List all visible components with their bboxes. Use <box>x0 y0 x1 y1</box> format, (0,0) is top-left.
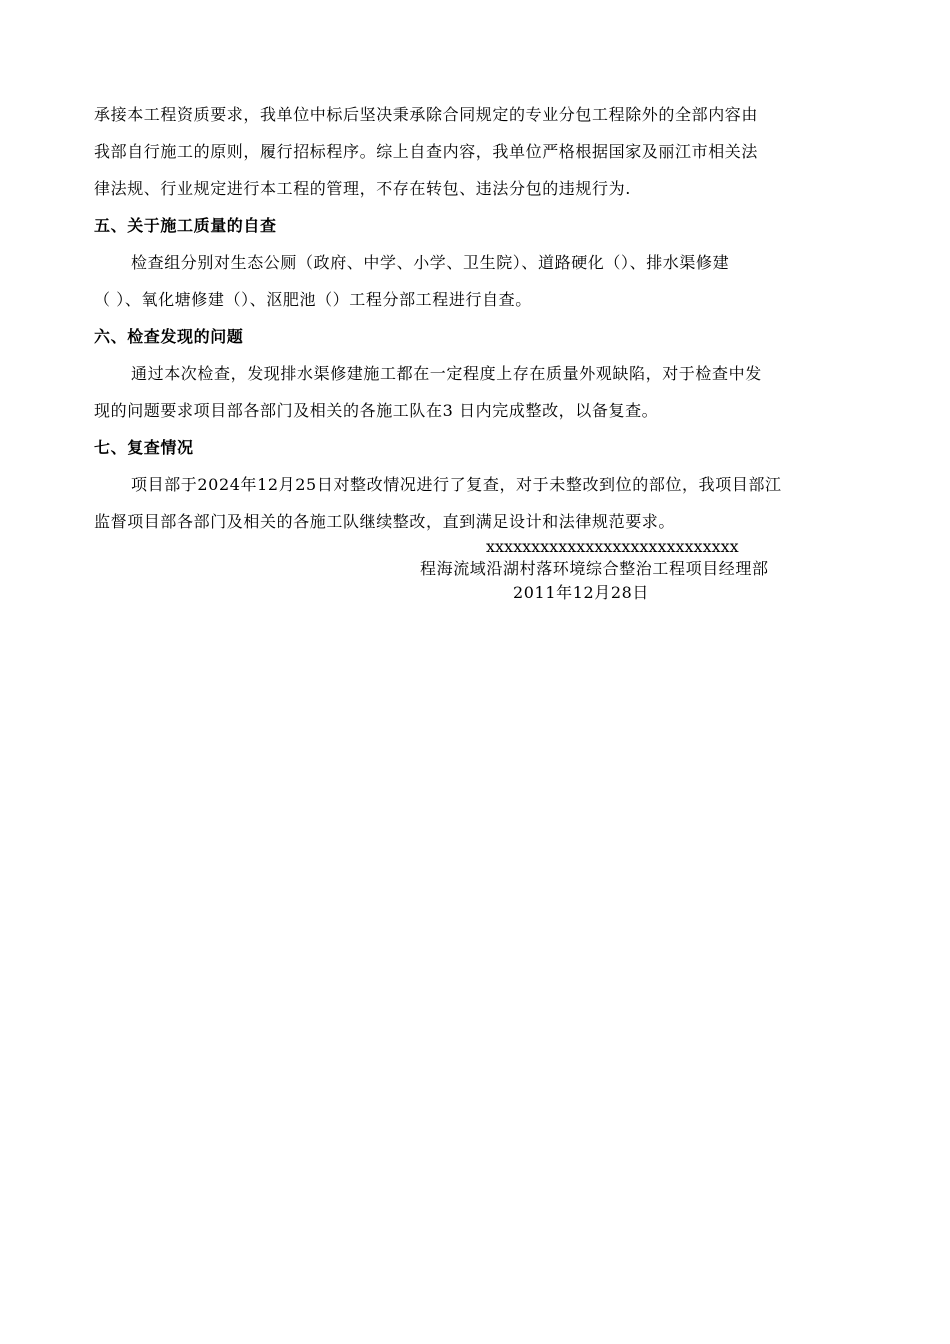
section7-line-2: 监督项目部各部门及相关的各施工队继续整改，直到满足设计和法律规范要求。 <box>94 512 676 531</box>
section5-heading: 五、关于施工质量的自查 <box>94 216 277 235</box>
section7-line-1: 项目部于2024年12月25日对整改情况进行了复查，对于未整改到位的部位，我项目部江 <box>131 475 782 494</box>
section5-line-2: （ ）、氧化塘修建（）、沤肥池（）工程分部工程进行自查。 <box>94 290 532 309</box>
intro-line-3: 律法规、行业规定进行本工程的管理，不存在转包、违法分包的违规行为. <box>94 179 631 198</box>
section6-line-1: 通过本次检查，发现排水渠修建施工都在一定程度上存在质量外观缺陷，对于检查中发 <box>131 364 762 383</box>
section7-heading: 七、复查情况 <box>94 438 194 457</box>
signature-organization: 程海流域沿湖村落环境综合整治工程项目经理部 <box>420 559 769 578</box>
section6-line-2: 现的问题要求项目部各部门及相关的各施工队在3 日内完成整改，以备复查。 <box>94 401 659 420</box>
section6-heading: 六、检查发现的问题 <box>94 327 244 346</box>
intro-line-2: 我部自行施工的原则，履行招标程序。综上自查内容，我单位严格根据国家及丽江市相关法 <box>94 142 759 161</box>
signature-date: 2011年12月28日 <box>513 583 650 602</box>
section5-line-1: 检查组分别对生态公厕（政府、中学、小学、卫生院）、道路硬化（）、排水渠修建 <box>131 253 730 272</box>
signature-placeholder: xxxxxxxxxxxxxxxxxxxxxxxxxxxx <box>486 537 739 556</box>
intro-line-1: 承接本工程资质要求，我单位中标后坚决秉承除合同规定的专业分包工程除外的全部内容由 <box>94 105 759 124</box>
document-body <box>94 96 858 540</box>
